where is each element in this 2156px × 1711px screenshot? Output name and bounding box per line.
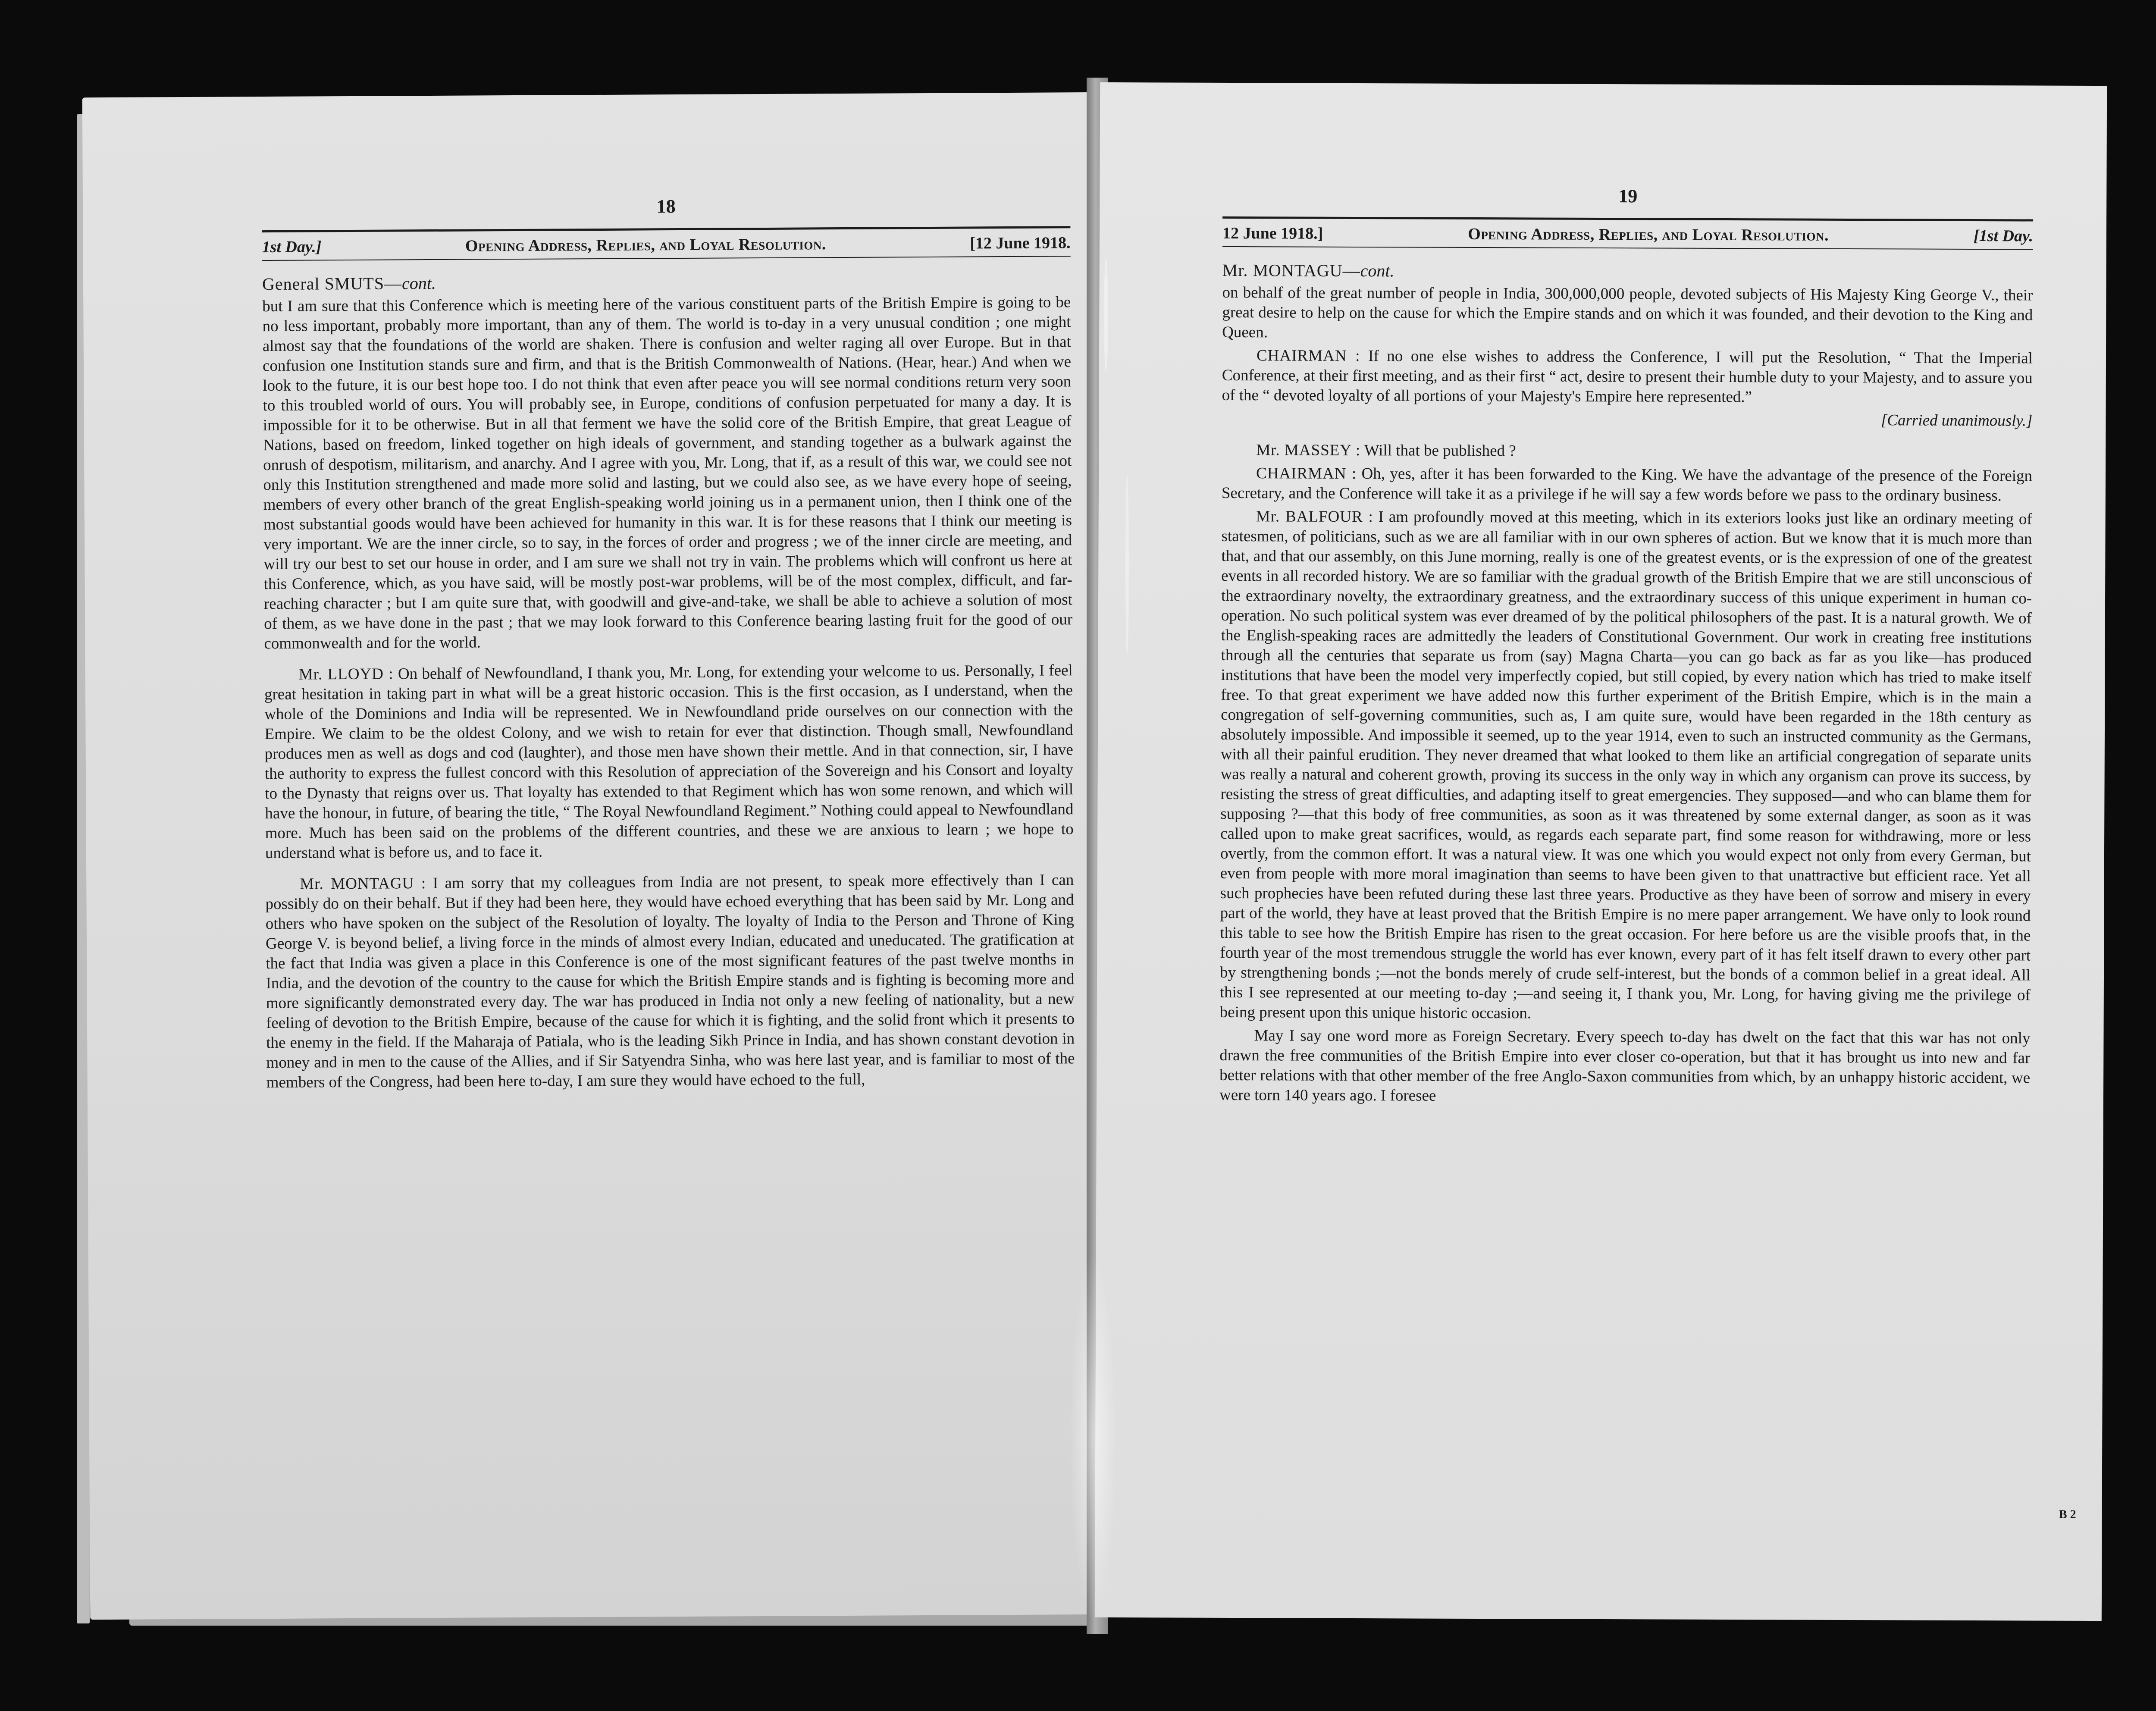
paragraph-text: I am profoundly moved at this meeting, which in its exteriors looks just like an ordinary meeting of statesmen, of politicians, such as we are all familiar with in our own spheres of action. But we know that it is much more than that, and that our assembly, on this June morning, really is one of the greatest events, or is the expression of one of the greatest events in all recorded history. We are so familiar with the gradual growth of the British Empire that we are still unconscious of the extraordinary novelty, the extraordinary greatness, and the extraordinary success of this unique experiment in human co-operation. No such political system was ever dreamed of by the political philosophers of the past. It is a natural growth. We of the English-speaking races are admittedly the leaders of Constitutional Government. Our work in creating free institutions through all the centuries that separate us from (say) Magna Charta—you can go back as far as you like—has produced institutions that have been the model very imperfectly copied, but still copied, by every nation which has tried to make itself free. To that great experiment we have added now this further experiment of the British Empire, which is in the main a congregation of self-governing communities, such as, I am quite sure, would have been regarded in the 18th century as absolutely impossible. And impossible it seemed, up to the year 1914, even to such an instructed community as the Germans, with all their painful erudition. They never dreamed that what looked to them like an artificial congregation of separate units was really a natural and coherent growth, proving its success in the only way in which any organism can prove its success, by resisting the stress of great difficulties, and adapting itself to great emergencies. They supposed—and who can blame them for supposing ?—that this body of free communities, as soon as it was threatened by some external danger, as soon as it was called upon to make great sacrifices, would, as regards each separate part, find some reason for withdrawing, more or less overtly, from the common effort. It was a natural view. It was one which you would expect not only from every German, but even from people with more moral imagination than seems to have been given to that unattractive but efficient race. Yet all such prophecies have been refuted during these last three years. Productive as they have been of sorrow and misery in every part of the world, they have at least proved that the British Empire is no mere paper arrangement. We have only to look round this table to see how the British Empire has risen to the great occasion. For here before us are the visible proofs that, in the fourth year of the most tremendous struggle the world has ever known, every part of it has felt itself drawn to every other part by strengthening bonds ;—not the bonds merely of crude self-interest, but the bonds of a common belief in a great ideal. All this I see represented at our meeting to-day ;—and seeing it, I thank you, Mr. Long, for having giving me the privilege of being present upon this unique historic occasion.: [1219, 508, 2032, 1022]
running-head-date: [12 June 1918.: [970, 234, 1071, 253]
left-page-content: [262, 191, 1075, 1096]
running-head-day: [1st Day.: [1974, 227, 2034, 245]
paragraph: [1222, 464, 2032, 506]
paragraph-text: Will that be published ?: [1360, 442, 1516, 460]
paragraph: [1220, 507, 2032, 1025]
signature-mark: B 2: [2059, 1507, 2076, 1521]
paper-scratch: [1104, 259, 1108, 371]
paragraph: May I say one word more as Foreign Secretary. Every speech to-day has dwelt on the fact that this war has not only drawn the free communities of the British Empire into ever closer co-operation, but that it has brought us into new and far better relations with that other member of the free Anglo-Saxon communities from which, by an unhappy historic accident, we were torn 140 years ago. I foresee: [1219, 1027, 2031, 1105]
continued-marker: cont.: [401, 273, 436, 293]
running-head-title: Opening Address, Replies, and Loyal Resolution.: [465, 235, 826, 255]
speaker-name: Mr. MONTAGU—: [1222, 260, 1360, 281]
running-head-right: [1222, 219, 2033, 249]
paragraph: but I am sure that this Conference which is meeting here of the various constituent parts of the British Empire is going to be no less important, probably more important, than any of them. The world is to-day in a very unusual condition ; one might almost say that the foundations of the world are shaken. There is confusion and welter raging all over Europe. But in that confusion one Institution stands sure and firm, and that is the British Commonwealth of Nations. (Hear, hear.) And when we look to the future, it is our best hope too. I do not think that even after peace you will see normal conditions return very soon to this troubled world of ours. You will probably see, in Europe, conditions of confusion perpetuated for many a day. It is impossible for it to be otherwise. But in all that ferment we have the solid core of the British Empire, that great League of Nations, based on freedom, linked together on high ideals of government, and standing together as a bulwark against the onrush of despotism, militarism, and anarchy. And I agree with you, Mr. Long, that if, as a result of this war, we could see not only this Institution strengthened and made more solid and lasting, but we could also see, as we have every hope of seeing, members of every other branch of the great English-speaking world joining us in a permanent union, then I think one of the most substantial goods would have been achieved for humanity in this war. It is for these reasons that I think our meeting is very important. We are the inner circle, so to say, in the forces of order and progress ; we of the inner circle are meeting, and will try our best to set our house in order, and I am sure we shall not try in vain. The problems which will confront us here at this Conference, which, as you have said, will be mostly post-war problems, will be of the most complex, difficult, and far-reaching character ; but I am quite sure that, with goodwill and give-and-take, we shall be able to achieve a solution of most of them, as we have done in the past ; that we may look forward to this Conference bearing lasting fruit for the good of our commonwealth and for the world.: [262, 293, 1073, 653]
speaker-name: CHAIRMAN :: [1256, 464, 1357, 483]
paragraph: [1222, 346, 2033, 408]
continued-marker: cont.: [1360, 261, 1395, 281]
paragraph-text: If no one else wishes to address the Conference, I will put the Resolution, “ That the Imperial Conference, at their first meeting, and as their first “ act, desire to present their humble duty to your Majesty, and to assure you of the “ devoted loyalty of all portions of your Majesty's Empire here represented.”: [1222, 347, 2033, 406]
speaker-name: Mr. MASSEY :: [1256, 441, 1361, 460]
paragraph: [1222, 440, 2032, 463]
carried-unanimously-note: [Carried unanimously.]: [1880, 411, 2033, 430]
speaker-name: General SMUTS—: [262, 273, 402, 294]
running-head-date: 12 June 1918.]: [1222, 224, 1323, 243]
paragraph-text: I am sorry that my colleagues from India are not present, to speak more effectively than I can possibly do on their behalf. But if they had been here, they would have echoed everything that has been said by Mr. Long and others who have spoken on the subject of the Resolution of loyalty. The loyalty of India to the Person and Throne of King George V. is beyond belief, a living force in the minds of almost every Indian, educated and uneducated. The gratification at the fact that India was given a place in this Conference is one of the most significant features of the past twelve months in India, and the devotion of the country to the cause for which the British Empire stands and is fighting is becoming more and more significantly demonstrated every day. The war has produced in India not only a new feeling of nationality, but a new feeling of devotion to the British Empire, because of the cause for which it is fighting, and the solid front which it presents to the enemy in the field. If the Maharaja of Patiala, who is the leading Sikh Prince in India, and has shown constant devotion in money and in men to the cause of the Allies, and if Sir Satyendra Sinha, who was here last year, and is familiar to most of the members of the Congress, had been here to-day, I am sure they would have echoed to the full,: [265, 871, 1075, 1092]
paragraph: on behalf of the great number of people in India, 300,000,000 people, devoted subjects of His Majesty King George V., their great desire to help on the cause for which the Empire stands and on which it was founded, and their devotion to the King and Queen.: [1222, 283, 2033, 342]
paragraph-text: Oh, yes, after it has been forwarded to the King. We have the advantage of the presence of the Foreign Secretary, and the Conference will take it as a privilege if he will say a few words before we pass to the ordinary business.: [1221, 465, 2033, 505]
running-head-left: [262, 228, 1070, 260]
page-number-left: 18: [656, 196, 676, 217]
speaker-name: Mr. BALFOUR :: [1256, 508, 1373, 526]
speaker-name: Mr. MONTAGU :: [300, 874, 426, 893]
page-number-right: 19: [1618, 185, 1638, 207]
right-page: [1095, 82, 2107, 1621]
running-head-title: Opening Address, Replies, and Loyal Resolution.: [1468, 225, 1829, 244]
paragraph: [264, 661, 1074, 863]
paper-scratch: [1125, 474, 1129, 655]
paper-stain: [1069, 1250, 1117, 1621]
right-page-content: [1219, 182, 2033, 1112]
speaker-name: CHAIRMAN :: [1256, 347, 1360, 365]
paragraph-text: On behalf of Newfoundland, I thank you, Mr. Long, for extending your welcome to us. Personally, I feel great hesitation in taking part in what will be a great historic occasion. This is the first occasion, as I understand, when the whole of the Dominions and India will be represented. We in Newfoundland pride ourselves on our connection with the Empire. We claim to be the oldest Colony, and we wish to retain for ever that distinction. Though small, Newfoundland produces men as well as dogs and cod (laughter), and those men have shown their mettle. And in that connection, sir, I have the authority to express the fullest concord with this Resolution of appreciation of the Sovereign and his Consort and loyalty to the Dynasty that reigns over us. That loyalty has extended to that Regiment which has won some renown, and which will have the honour, in future, of bearing the title, “ The Royal Newfoundland Regiment.” Nothing could appeal to Newfoundland more. Much has been said on the problems of the different countries, and these we are anxious to learn ; we hope to understand what is before us, and to face it.: [264, 661, 1074, 862]
paragraph: [265, 870, 1075, 1093]
running-head-day: 1st Day.]: [262, 238, 322, 257]
left-page: [82, 92, 1116, 1620]
speaker-name: Mr. LLOYD :: [298, 665, 394, 683]
continued-speaker-heading: [1222, 260, 2033, 283]
continued-speaker-heading: [262, 269, 1071, 294]
